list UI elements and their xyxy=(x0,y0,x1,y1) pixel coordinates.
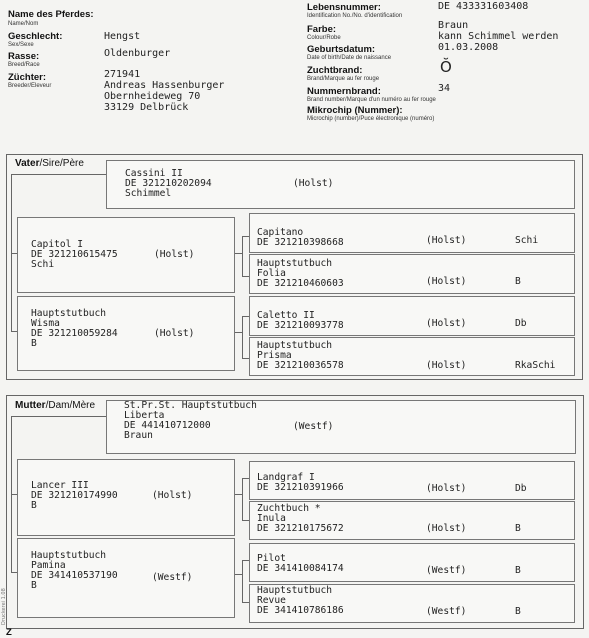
pedigree-id: DE 341410084174 xyxy=(257,563,344,574)
connector-line xyxy=(235,574,242,575)
dam-sire-box xyxy=(17,459,235,536)
pedigree-colour: Schi xyxy=(31,259,55,270)
grandparent-box xyxy=(249,461,575,500)
pedigree-name: Revue xyxy=(257,595,286,606)
connector-line xyxy=(235,253,242,254)
colour-sublabel: Colour/Robe xyxy=(307,35,341,41)
pedigree-name: Folia xyxy=(257,268,286,279)
connector-line xyxy=(242,560,249,561)
pedigree-region: (Holst) xyxy=(426,276,467,287)
connector-line xyxy=(242,520,249,521)
pedigree-region: (Holst) xyxy=(154,328,195,339)
colour-label: Farbe: xyxy=(307,24,337,35)
grandparent-box xyxy=(249,213,575,253)
dam-name: Liberta xyxy=(124,410,165,421)
grandparent-box xyxy=(249,543,575,582)
pedigree-name: Capitano xyxy=(257,227,304,238)
grandparent-box xyxy=(249,296,575,336)
sire-region: (Holst) xyxy=(293,178,334,189)
dam-box xyxy=(106,400,576,454)
sire-id: DE 321210202094 xyxy=(125,178,212,189)
grandparent-box xyxy=(249,501,575,540)
sire-title: Vater/Sire/Père xyxy=(15,158,84,169)
pedigree-id: DE 321210175672 xyxy=(257,523,344,534)
pedigree-name: Caletto II xyxy=(257,310,315,321)
colour-value: Braun xyxy=(438,20,469,31)
grandparent-box xyxy=(249,254,575,294)
pedigree-colour: B xyxy=(31,338,37,349)
dam-id: DE 441410712000 xyxy=(124,420,211,431)
number-brand-sublabel: Brand number/Marque d'un numéro au fer rouge xyxy=(307,97,436,103)
breed-brand-label: Zuchtbrand: xyxy=(307,65,363,76)
microchip-sublabel: Microchip (number)/Puce électronique (numéro) xyxy=(307,116,435,122)
dam-dam-box xyxy=(17,538,235,618)
life-number-value: DE 433331603408 xyxy=(438,1,529,12)
pedigree-region: (Holst) xyxy=(426,318,467,329)
horse-name-label: Name des Pferdes: xyxy=(8,9,94,20)
breeder-street: Obernheideweg 70 xyxy=(104,91,201,102)
pedigree-studbook: Hauptstutbuch xyxy=(257,585,333,596)
pedigree-colour: B xyxy=(515,276,521,287)
breeder-label: Züchter: xyxy=(8,72,46,83)
breed-brand-icon: Ŏ xyxy=(440,58,452,76)
sire-dam-box xyxy=(17,296,235,371)
connector-line xyxy=(242,316,249,317)
pedigree-studbook: Hauptstutbuch xyxy=(257,258,333,269)
grandparent-box xyxy=(249,584,575,623)
dam-title: Mutter/Dam/Mère xyxy=(15,400,96,411)
sire-name: Cassini II xyxy=(125,168,183,179)
pedigree-region: (Westf) xyxy=(426,565,467,576)
pedigree-id: DE 321210174990 xyxy=(31,490,118,501)
breed-label: Rasse: xyxy=(8,51,40,62)
pedigree-name: Landgraf I xyxy=(257,472,315,483)
pedigree-colour: Schi xyxy=(515,235,539,246)
pedigree-id: DE 341410537190 xyxy=(31,570,118,581)
connector-line xyxy=(242,236,243,276)
pedigree-region: (Holst) xyxy=(154,249,195,260)
birth-date-value: 01.03.2008 xyxy=(438,42,499,53)
breed-sublabel: Breed/Race xyxy=(8,62,40,68)
sex-sublabel: Sex/Sexe xyxy=(8,42,34,48)
birth-date-sublabel: Date of birth/Date de naissance xyxy=(307,55,392,61)
pedigree-colour: B xyxy=(515,606,521,617)
sex-value: Hengst xyxy=(104,31,141,42)
pedigree-studbook: Hauptstutbuch xyxy=(31,550,107,561)
pedigree-colour: B xyxy=(31,580,37,591)
pedigree-id: DE 321210391966 xyxy=(257,482,344,493)
pedigree-name: Lancer III xyxy=(31,480,89,491)
birth-date-label: Geburtsdatum: xyxy=(307,44,376,55)
pedigree-colour: B xyxy=(515,565,521,576)
pedigree-name: Capitol I xyxy=(31,239,83,250)
pedigree-id: DE 341410786186 xyxy=(257,605,344,616)
connector-line xyxy=(242,276,249,277)
pedigree-id: DE 321210615475 xyxy=(31,249,118,260)
pedigree-colour: B xyxy=(31,500,37,511)
pedigree-region: (Westf) xyxy=(152,572,193,583)
dam-studbook: St.Pr.St. Hauptstutbuch xyxy=(124,400,257,411)
footer-fragment: Z xyxy=(6,627,12,638)
pedigree-region: (Westf) xyxy=(426,606,467,617)
breeder-city: 33129 Delbrück xyxy=(104,102,189,113)
breed-value: Oldenburger xyxy=(104,48,171,59)
pedigree-id: DE 321210059284 xyxy=(31,328,118,339)
pedigree-colour: Db xyxy=(515,483,527,494)
number-brand-value: 34 xyxy=(438,83,451,94)
connector-line xyxy=(235,332,242,333)
pedigree-region: (Holst) xyxy=(426,483,467,494)
pedigree-studbook: Zuchtbuch * xyxy=(257,503,321,514)
pedigree-name: Prisma xyxy=(257,350,292,361)
pedigree-colour: Db xyxy=(515,318,527,329)
pedigree-region: (Holst) xyxy=(426,523,467,534)
life-number-label: Lebensnummer: xyxy=(307,2,381,13)
breeder-name: Andreas Hassenburger xyxy=(104,80,225,91)
life-number-sublabel: Identification No./No. d'identification xyxy=(307,13,403,19)
pedigree-colour: B xyxy=(515,523,521,534)
pedigree-name: Pilot xyxy=(257,553,286,564)
connector-line xyxy=(242,478,243,520)
pedigree-region: (Holst) xyxy=(152,490,193,501)
sire-box xyxy=(106,160,575,209)
pedigree-name: Pamina xyxy=(31,560,66,571)
connector-line xyxy=(242,602,249,603)
connector-line xyxy=(242,560,243,602)
pedigree-studbook: Hauptstutbuch xyxy=(257,340,333,351)
breeder-sublabel: Breeder/Eleveur xyxy=(8,83,52,89)
pedigree-colour: RkaSchi xyxy=(515,360,556,371)
sire-sire-box xyxy=(17,217,235,293)
sire-colour: Schimmel xyxy=(125,188,172,199)
horse-name-sublabel: Name/Nom xyxy=(8,21,39,27)
breeder-number: 271941 xyxy=(104,69,141,80)
microchip-label: Mikrochip (Nummer): xyxy=(307,105,403,116)
breed-brand-sublabel: Brand/Marque au fer rouge xyxy=(307,76,380,82)
pedigree-region: (Holst) xyxy=(426,360,467,371)
dam-connector xyxy=(11,416,107,417)
margin-print-mark: Druckerei 1.08 xyxy=(1,588,7,625)
pedigree-name: Wisma xyxy=(31,318,60,329)
connector-line xyxy=(242,236,249,237)
pedigree-id: DE 321210398668 xyxy=(257,237,344,248)
dam-region: (Westf) xyxy=(293,421,334,432)
connector-line xyxy=(242,316,243,358)
number-brand-label: Nummernbrand: xyxy=(307,86,381,97)
pedigree-id: DE 321210093778 xyxy=(257,320,344,331)
dam-colour: Braun xyxy=(124,430,153,441)
sex-label: Geschlecht: xyxy=(8,31,63,42)
connector-line xyxy=(242,358,249,359)
connector-line xyxy=(235,494,242,495)
connector-line xyxy=(242,478,249,479)
grandparent-box xyxy=(249,337,575,376)
pedigree-region: (Holst) xyxy=(426,235,467,246)
pedigree-studbook: Hauptstutbuch xyxy=(31,308,107,319)
pedigree-id: DE 321210036578 xyxy=(257,360,344,371)
colour-note: kann Schimmel werden xyxy=(438,31,559,42)
pedigree-name: Inula xyxy=(257,513,286,524)
pedigree-id: DE 321210460603 xyxy=(257,278,344,289)
sire-connector xyxy=(11,174,107,175)
